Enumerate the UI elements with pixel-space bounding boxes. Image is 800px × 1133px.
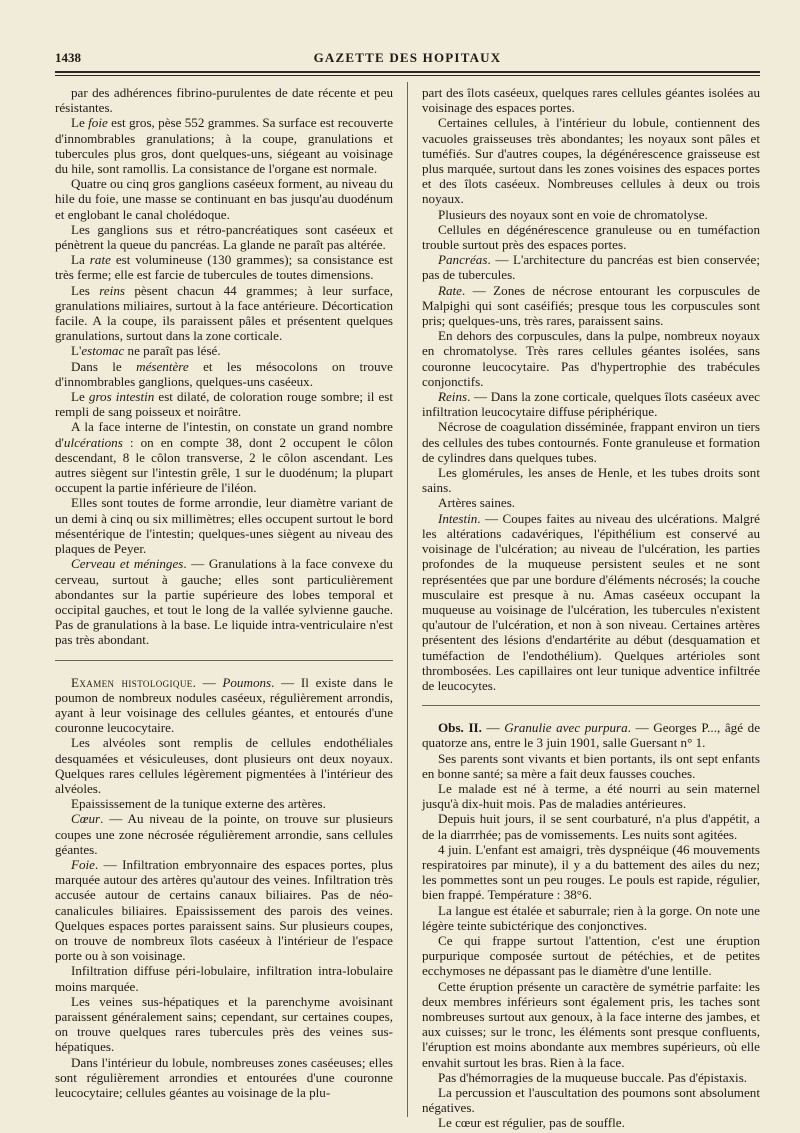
paragraph <box>422 207 760 222</box>
paragraph <box>422 511 760 693</box>
body-text: Ses parents sont vivants et bien portants, ils ont sept enfants en bonne santé; sa mère a fait deux fausses couches. <box>422 750 760 781</box>
paragraph <box>55 222 393 252</box>
italic-term: rate <box>89 252 111 268</box>
body-text: par des adhérences fibrino-purulentes de date récente et peu résistantes. <box>55 85 393 116</box>
paragraph <box>55 495 393 556</box>
paragraph <box>422 1070 760 1085</box>
paragraph <box>422 328 760 389</box>
paragraph <box>422 252 760 282</box>
italic-term: reins <box>99 282 125 298</box>
body-text: . — Coupes faites au niveau des ulcérations. Malgré les altérations cadavériques, l'épithélium est conservé au voisinage de l'ulcération; au niveau de l'ulcération, les parties profondes de la muqueuse persistent seules et ne sont représentées que par une bordure d'éléments nécrosés; la couche musculaire est presque à nu. Amas caséeux occupant la muqueuse au voisinage de l'ulcération, les tubercules n'existent qu'autour de l'ulcération, et non à son niveau. Certaines artères présentent des lésions d'endartérite au début (desquamation et tuméfaction de l'endothélium). Quelques artérioles sont thrombosées. Les capillaires ont leur tunique adventice infiltrée de leucocytes. <box>422 510 760 693</box>
body-text: et les mésocolons on trouve d'innombrables ganglions, quelques-uns caséeux. <box>55 358 393 389</box>
body-text: . — Zones de nécrose entourant les corpuscules de Malpighi qui sont caséifiés; presque tous les corpuscules sont pris; quelques-uns, très rares, paraissent sains. <box>422 282 760 329</box>
body-text: Cette éruption présente un caractère de symétrie parfaite: les deux membres inférieurs sont également pris, les taches sont nombreuses surtout aux genoux, à la face interne des jambes, et aux cuisses; sur le tronc, les éléments sont presque confluents, l'éruption est moins abondante aux membres supérieurs, où elle envahit surtout les bras. Rien à la face. <box>422 978 760 1070</box>
italic-term: Intestin <box>438 510 478 526</box>
observation-label: Obs. II. <box>438 720 482 736</box>
paragraph <box>422 903 760 933</box>
body-text: Les veines sus-hépatiques et la parenchyme avoisinant paraissent généralement sains; cependant, sur certaines coupes, on trouve quelques rares tubercules près des veines sus-hépatiques. <box>55 993 393 1055</box>
body-text: Quatre ou cinq gros ganglions caséeux forment, au niveau du hile du foie, une masse se continuant en bas jusqu'au duodénum et englobant le canal cholédoque. <box>55 176 393 222</box>
paragraph <box>422 495 760 510</box>
paragraph <box>55 994 393 1055</box>
paragraph <box>55 85 393 115</box>
paragraph <box>422 465 760 495</box>
paragraph <box>55 857 393 963</box>
paragraph <box>422 283 760 329</box>
body-text: 4 juin. L'enfant est amaigri, très dyspnéique (46 mouvements respiratoires par minute), il y a du battement des ailes du nez; les pommettes sont un peu rouges. Le pouls est rapide, régulier, bien frappé. Température : 38°6. <box>422 841 760 903</box>
italic-term: Cœur <box>71 811 101 827</box>
paragraph <box>422 933 760 979</box>
italic-term: Foie <box>71 856 95 872</box>
paragraph <box>55 389 393 419</box>
paragraph <box>422 419 760 465</box>
body-text: Les alvéoles sont remplis de cellules endothéliales desquamées et vésiculeuses, dont plusieurs ont deux noyaux. Quelques rares cellules légèrement pigmentées à l'intérieur des alvéoles. <box>55 735 393 796</box>
italic-term: estomac <box>81 343 125 359</box>
body-text: Dans l'intérieur du lobule, nombreuses zones caséeuses; elles sont régulièrement arrondies et entourées d'une couronne leucocytaire; cellules géantes au voisinage de la plu- <box>55 1054 393 1100</box>
paragraph <box>422 811 760 841</box>
italic-term: ulcérations <box>63 434 123 450</box>
body-text: . — Dans la zone corticale, quelques îlots caséeux avec infiltration leucocytaire diffuse périphérique. <box>422 389 760 420</box>
body-text: Epaississement de la tunique externe des artères. <box>71 796 326 812</box>
paragraph <box>55 252 393 282</box>
body-text: Cellules en dégénérescence granuleuse ou en tuméfaction trouble surtout près des espaces portes. <box>422 221 760 253</box>
paragraph <box>422 115 760 206</box>
paragraph <box>55 115 393 176</box>
body-text: Elles sont toutes de forme arrondie, leur diamètre variant de un demi à cinq ou six millimètres; elles occupent surtout le bord mésentérique de l'intestin; quelques-unes siègent au niveau des plaques de Peyer. <box>55 495 393 557</box>
italic-term: Pancréas <box>438 252 488 268</box>
body-text: La langue est étalée et saburrale; rien à la gorge. On note une légère teinte subictérique des conjonctives. <box>422 902 760 933</box>
body-text: Les ganglions sus et rétro-pancréatiques sont caséeux et pénètrent la queue du pancréas. La glande ne paraît pas altérée. <box>55 221 393 253</box>
paragraph <box>422 389 760 419</box>
body-text: En dehors des corpuscules, dans la pulpe, nombreux noyaux en chromatolyse. Très rares cellules géantes isolées, sans couronne leucocytaire. Pas d'hypertrophie des trabécules conjonctifs. <box>422 328 760 389</box>
paragraph <box>55 963 393 993</box>
body-text: . — Infiltration embryonnaire des espaces portes, plus marquée autour des artères qu'autour des veines. Infiltration très accusée autour de certains canaux biliaires. Pas de néo-canalicules biliaires. Epaississement des parois des veines. Quelques espaces portes paraissent sains. Sur plusieurs coupes, on trouve de nombreux îlots caséeux à l'intérieur de l'espace porte ou à son voisinage. <box>55 856 393 964</box>
italic-term: Rate <box>438 282 462 298</box>
body-text: est volumineuse (130 grammes); sa consistance est très ferme; elle est farcie de tubercules de toutes dimensions. <box>55 252 393 283</box>
body-text: Infiltration diffuse péri-lobulaire, infiltration intra-lobulaire moins marquée. <box>55 963 393 994</box>
section-rule <box>55 660 393 661</box>
paragraph <box>55 283 393 344</box>
body-text: Depuis huit jours, il se sent courbaturé, n'a plus d'appétit, a de la diarrrhée; pas de vomissements. Les nuits sont agitées. <box>422 811 760 842</box>
paragraph <box>422 1085 760 1115</box>
left-column <box>55 85 393 1100</box>
paragraph <box>422 85 760 115</box>
body-text: pèsent chacun 44 grammes; à leur surface, granulations miliaires, surtout à la face antérieure. Décortication facile. A la coupe, ils paraissent pâles et présentent quelques granulations, surtout dans la zone corticale. <box>55 282 393 344</box>
page-number: 1438 <box>55 50 81 65</box>
body-text: : on en compte 38, dont 2 occupent le côlon descendant, 8 le côlon transverse, 2 le côlon ascendant. Les autres siègent sur l'intestin grêle, 1 sur le duodénum; la plupart occupent la partie inférieure de l'iléon. <box>55 434 393 496</box>
body-text: Le malade est né à terme, a été nourri au sein maternel jusqu'à dix-huit mois. Pas de maladies antérieures. <box>422 780 760 812</box>
paragraph <box>422 222 760 252</box>
lead-text: A la face interne de l'intestin, on constate un grand nombre d' <box>55 419 393 450</box>
italic-term: gros intestin <box>88 389 155 405</box>
lead-text: L' <box>71 343 82 359</box>
header-rule-thick <box>55 71 760 73</box>
body-text: La percussion et l'auscultation des poumons sont absolument négatives. <box>422 1085 760 1116</box>
paragraph <box>55 176 393 222</box>
section-rule <box>422 705 760 706</box>
body-text: Certaines cellules, à l'intérieur du lobule, contiennent des vacuoles graisseuses très abondantes; les noyaux sont pâles et tuméfiés. Sur d'autres coupes, la dégénérescence graisseuse est plus marquée, surtout dans les zones voisines des espaces portes et des îlots caséeux. Nombreuses cellules à deux ou trois noyaux. <box>422 115 760 207</box>
body-text: part des îlots caséeux, quelques rares cellules géantes isolées au voisinage des espaces portes. <box>422 85 760 116</box>
paragraph: Obs. II. — Granulie avec purpura. — Georges P..., âgé de quatorze ans, entre le 3 juin 1901, salle Guersant n° 1. <box>422 720 761 751</box>
italic-term: foie <box>88 115 108 131</box>
italic-term: Granulie avec purpura <box>504 720 628 736</box>
lead-text: Dans le <box>71 358 137 374</box>
italic-term: Reins <box>438 389 468 405</box>
lead-text: Les <box>71 282 100 298</box>
paragraph <box>55 796 393 811</box>
paragraph <box>55 359 393 389</box>
italic-term: Poumons <box>222 674 272 690</box>
paragraph <box>55 343 393 358</box>
body-text: . — Au niveau de la pointe, on trouve sur plusieurs coupes une zone nécrosée régulièrement arrondie, sans cellules géantes. <box>55 811 393 857</box>
paragraph <box>55 735 393 796</box>
right-column <box>422 85 760 1131</box>
column-divider <box>407 82 408 1117</box>
body-text: Nécrose de coagulation disséminée, frappant environ un tiers des cellules des tubes contournés. Fonte granuleuse et formation de cylindres dans quelques tubes. <box>422 419 760 465</box>
body-text: Ce qui frappe surtout l'attention, c'est une éruption purpurique composée surtout de pétéchies, et de petites ecchymoses ne dépassant pas le diamètre d'une lentille. <box>422 932 760 979</box>
paragraph <box>422 781 760 811</box>
italic-term: mésentère <box>136 358 189 374</box>
italic-term: Cerveau et méninges <box>71 556 184 572</box>
paragraph <box>55 811 393 857</box>
body-text: Pas d'hémorragies de la muqueuse buccale. Pas d'épistaxis. <box>438 1069 748 1085</box>
section-heading: Examen histologique <box>71 674 193 690</box>
body-text: ne paraît pas lésé. <box>124 343 221 359</box>
body-text: . — Granulations à la face convexe du cerveau, surtout à gauche; elles sont particulièrement abondantes sur la partie supérieure des lobes temporal et occipital gauches, et tout le long de la vallée sylvienne gauche. Pas de granulations à la base. Le liquide intra-ventriculaire n'est pas très abondant. <box>55 556 393 648</box>
body-text: . — L'architecture du pancréas est bien conservée; pas de tubercules. <box>422 252 760 283</box>
body-text: Plusieurs des noyaux sont en voie de chromatolyse. <box>438 206 708 222</box>
body-text: . — Il existe dans le poumon de nombreux nodules caséeux, régulièrement arrondis, ayant à leur voisinage des cellules géantes, et entourés d'une couronne leucocytaire. <box>55 674 393 736</box>
journal-title: GAZETTE DES HOPITAUX <box>313 50 502 65</box>
body-text: . — Georges P..., âgé de quatorze ans, entre le 3 juin 1901, salle Guersant n° 1. <box>422 720 761 751</box>
body-text: est dilaté, de coloration rouge sombre; il est rempli de sang poisseux et noirâtre. <box>55 389 394 420</box>
paragraph <box>422 751 760 781</box>
paragraph <box>55 419 393 495</box>
paragraph: Examen histologique. — Poumons. — Il existe dans le poumon de nombreux nodules caséeux, régulièrement arrondis, ayant à leur voisinage des cellules géantes, et entourés d'une couronne leucocytaire. <box>55 674 393 736</box>
lead-text: Le <box>71 389 89 405</box>
paragraph <box>422 979 760 1070</box>
body-text: Le cœur est régulier, pas de souffle. <box>438 1115 625 1131</box>
paragraph <box>422 842 760 903</box>
lead-text: La <box>71 252 90 268</box>
paragraph <box>55 1055 393 1101</box>
lead-text: Le <box>71 115 89 131</box>
paragraph <box>422 1115 760 1130</box>
page-header <box>55 50 760 68</box>
body-text: est gros, pèse 552 grammes. Sa surface est recouverte d'innombrables granulations; à la coupe, granulations et tubercules plus gros, dont quelques-uns, siégeant au voisinage du hile, sont ramollis. La consistance de l'organe est normale. <box>55 115 394 177</box>
header-rule-thin <box>55 75 760 76</box>
body-text: Artères saines. <box>438 495 516 511</box>
paragraph <box>55 556 393 647</box>
body-text: Les glomérules, les anses de Henle, et les tubes droits sont sains. <box>422 465 760 496</box>
